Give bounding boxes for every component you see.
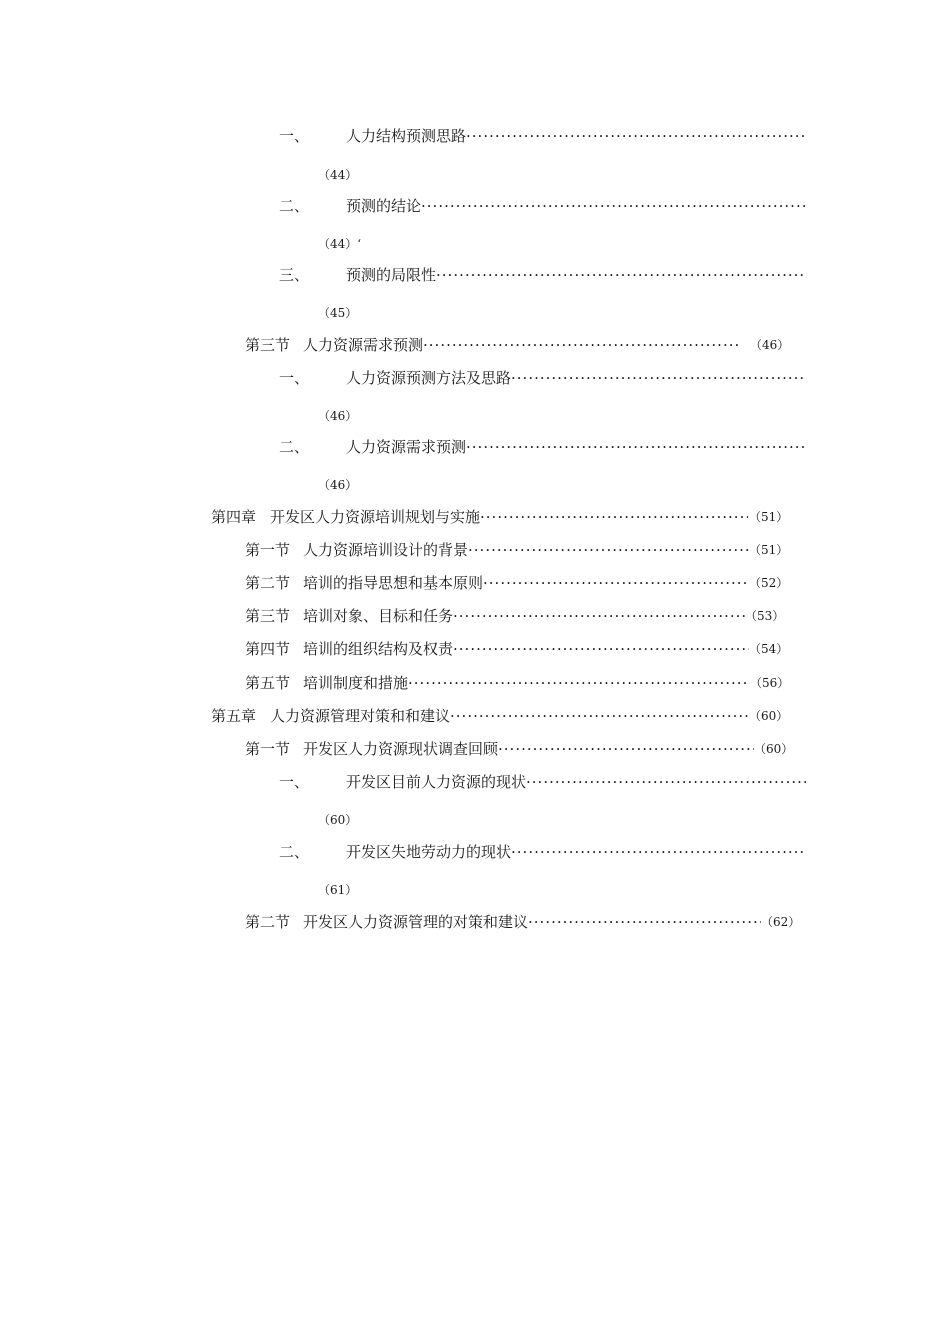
- toc-page-number: （45）: [318, 306, 358, 320]
- toc-title: 培训的指导思想和基本原则 ·····: [303, 572, 749, 594]
- toc-title: 培训的组织结构及权责 ·····: [303, 638, 749, 660]
- toc-title: 人力资源管理对策和和建议 ·····: [270, 705, 748, 727]
- toc-marker: 第三节: [245, 336, 291, 354]
- toc-page-number: （51）: [749, 510, 789, 524]
- toc-marker: 一、: [279, 127, 310, 145]
- toc-page-number: （46）: [750, 338, 790, 352]
- toc-page-number: （56）: [750, 676, 790, 690]
- toc-title: 人力资源培训设计的背景 ·····: [303, 539, 749, 561]
- toc-title: 开发区目前人力资源的现状 ·····: [346, 771, 806, 793]
- toc-page-number: （53）: [745, 609, 785, 623]
- toc-title: 人力结构预测思路 ·····: [346, 125, 806, 147]
- toc-title: 培训对象、目标和任务 ·····: [303, 605, 745, 627]
- toc-page-number: （54）: [749, 642, 789, 656]
- toc-page-number: （44）: [318, 168, 358, 182]
- toc-title: 开发区人力资源培训规划与实施 ·····: [270, 506, 748, 528]
- toc-page-number: （60）: [749, 709, 789, 723]
- toc-marker: 二、: [279, 843, 310, 861]
- toc-marker: 二、: [279, 438, 310, 456]
- toc-marker: 第二节: [245, 574, 291, 592]
- toc-title: 预测的结论 ·····: [346, 195, 806, 217]
- toc-title: 培训制度和措施 ·····: [303, 672, 750, 694]
- toc-marker: 第二节: [245, 913, 291, 931]
- toc-marker: 三、: [279, 266, 310, 284]
- toc-title: 人力资源需求预测 ·····: [346, 436, 806, 458]
- toc-marker: 第四章: [211, 508, 257, 526]
- toc-title: 开发区人力资源管理的对策和建议 ·····: [303, 911, 761, 933]
- toc-page-number: （44）‘: [318, 237, 362, 251]
- toc-marker: 一、: [279, 369, 310, 387]
- toc-page-number: （60）: [318, 813, 358, 827]
- toc-title: 开发区失地劳动力的现状 ·····: [346, 841, 806, 863]
- toc-marker: 第一节: [245, 740, 291, 758]
- toc-marker: 第一节: [245, 541, 291, 559]
- toc-page-number: （46）: [318, 409, 358, 423]
- toc-marker: 二、: [279, 197, 310, 215]
- toc-marker: 第五节: [245, 674, 291, 692]
- toc-page-number: （62）: [761, 915, 801, 929]
- toc-title: 人力资源预测方法及思路 ·····: [346, 367, 806, 389]
- toc-marker: 第四节: [245, 640, 291, 658]
- toc-title: 预测的局限性 ·····: [346, 264, 806, 286]
- toc-page-number: （51）: [749, 543, 789, 557]
- toc-title: 开发区人力资源现状调查回顾 ·····: [303, 738, 754, 760]
- toc-page-number: （60）: [754, 742, 794, 756]
- toc-page-number: （46）: [318, 478, 358, 492]
- toc-marker: 第五章: [211, 707, 257, 725]
- toc-marker: 第三节: [245, 607, 291, 625]
- toc-page-number: （61）: [318, 883, 358, 897]
- toc-page-number: （52）: [749, 576, 789, 590]
- toc-title: 人力资源需求预测 ·····: [303, 334, 740, 356]
- toc-marker: 一、: [279, 773, 310, 791]
